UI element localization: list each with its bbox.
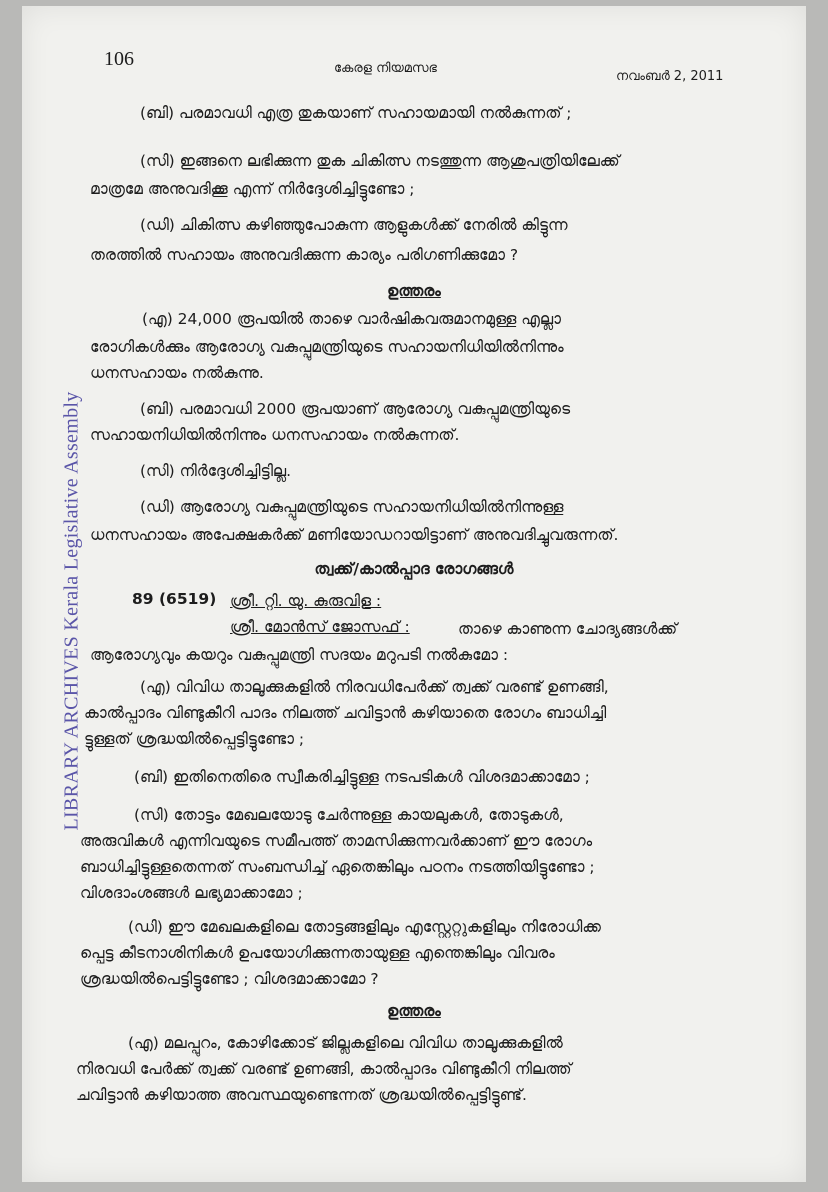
- answer1-a-line2: രോഗികൾക്കും ആരോഗ്യ വകുപ്പുമന്ത്രിയുടെ സഹായനിധിയിൽനിന്നും: [90, 338, 564, 356]
- q2-part-d-line1: (ഡി) ഈ മേഖലകളിലെ തോട്ടങ്ങളിലും എസ്റ്റേറ്റുകളിലും നിരോധിക്ക: [128, 918, 601, 936]
- header-date: നവംബർ 2, 2011: [616, 69, 724, 84]
- q2-part-d-line3: ശ്രദ്ധയിൽപെട്ടിട്ടുണ്ടോ ; വിശദമാക്കാമോ ?: [80, 970, 379, 988]
- q2-part-a-line1: (എ) വിവിധ താലൂക്കുകളിൽ നിരവധിപേർക്ക് ത്വക്ക് വരണ്ട് ഉണങ്ങി,: [140, 678, 609, 696]
- header-title: കേരള നിയമസഭ: [334, 61, 437, 76]
- answer1-b-line2: സഹായനിധിയിൽനിന്നും ധനസഹായം നൽകുന്നത്.: [90, 426, 460, 444]
- question-number: 89 (6519): [132, 590, 217, 608]
- q2-part-c-line3: ബാധിച്ചിട്ടുള്ളതെന്നത് സംബന്ധിച്ച് ഏതെങ്കിലും പഠനം നടത്തിയിട്ടുണ്ടോ ;: [80, 858, 595, 876]
- q1-part-b: (ബി) പരമാവധി എത്ര തുകയാണ് സഹായമായി നൽകുന്നത് ;: [140, 104, 572, 122]
- member-name-1: ശ്രീ. റ്റി. യു. കുരുവിള :: [230, 592, 382, 610]
- answer2-a-line1: (എ) മലപ്പുറം, കോഴിക്കോട് ജില്ലകളിലെ വിവിധ താലൂക്കുകളിൽ: [128, 1034, 563, 1052]
- q2-part-b: (ബി) ഇതിനെതിരെ സ്വീകരിച്ചിട്ടുള്ള നടപടികൾ വിശദമാക്കാമോ ;: [134, 768, 590, 786]
- q2-part-c-line2: അരുവികൾ എന്നിവയുടെ സമീപത്ത് താമസിക്കുന്നവർക്കാണ് ഈ രോഗം: [80, 832, 593, 850]
- question2-title: ത്വക്ക്/കാൽപ്പാദ രോഗങ്ങൾ: [314, 560, 514, 578]
- page-number: 106: [104, 48, 134, 70]
- answer1-heading: ഉത്തരം: [387, 282, 441, 300]
- q1-part-c-line2: മാത്രമേ അനുവദിക്കൂ എന്ന് നിർദ്ദേശിച്ചിട്ടുണ്ടോ ;: [90, 180, 415, 198]
- q1-part-d-line1: (ഡി) ചികിത്സ കഴിഞ്ഞുപോകുന്ന ആളുകൾക്ക് നേരിൽ കിട്ടുന്ന: [140, 216, 568, 234]
- q2-part-c-line1: (സി) തോട്ടം മേഖലയോടു ചേർന്നുള്ള കായലുകൾ, തോടുകൾ,: [134, 806, 564, 824]
- q2-part-d-line2: പ്പെട്ട കീടനാശിനികൾ ഉപയോഗിക്കുന്നതായുള്ള എന്തെങ്കിലും വിവരം: [80, 944, 555, 962]
- answer1-c: (സി) നിർദ്ദേശിച്ചിട്ടില്ല.: [140, 462, 292, 480]
- q1-part-d-line2: തരത്തിൽ സഹായം അനുവദിക്കുന്ന കാര്യം പരിഗണിക്കുമോ ?: [90, 246, 519, 264]
- q1-part-c-line1: (സി) ഇങ്ങനെ ലഭിക്കുന്ന തുക ചികിത്സ നടത്തുന്ന ആശുപത്രിയിലേക്ക്: [140, 152, 620, 170]
- archive-stamp-text: LIBRARY ARCHIVES Kerala Legislative Assembly: [60, 391, 83, 831]
- answer1-a-line1: (എ) 24,000 രൂപയിൽ താഴെ വാർഷികവരുമാനമുള്ള എല്ലാ: [142, 310, 561, 328]
- archive-stamp: [60, 331, 84, 891]
- q2-part-c-line4: വിശദാംശങ്ങൾ ലഭ്യമാക്കാമോ ;: [80, 884, 303, 902]
- q2-part-a-line3: ട്ടുള്ളത് ശ്രദ്ധയിൽപ്പെട്ടിട്ടുണ്ടോ ;: [84, 730, 305, 748]
- answer1-d-line1: (ഡി) ആരോഗ്യ വകുപ്പുമന്ത്രിയുടെ സഹായനിധിയിൽനിന്നുള്ള: [140, 498, 564, 516]
- document-page: [22, 6, 806, 1182]
- member-name-2: ശ്രീ. മോൻസ് ജോസഫ് :: [230, 618, 410, 636]
- answer2-a-line3: ചവിട്ടാൻ കഴിയാത്ത അവസ്ഥയുണ്ടെന്നത് ശ്രദ്ധയിൽപ്പെട്ടിട്ടുണ്ട്.: [76, 1086, 527, 1104]
- answer2-heading: ഉത്തരം: [387, 1002, 441, 1020]
- answer1-a-line3: ധനസഹായം നൽകുന്നു.: [90, 364, 264, 382]
- q2-part-a-line2: കാൽപ്പാദം വിണ്ടുകീറി പാദം നിലത്ത് ചവിട്ടാൻ കഴിയാതെ രോഗം ബാധിച്ചി: [84, 704, 607, 722]
- answer2-a-line2: നിരവധി പേർക്ക് ത്വക്ക് വരണ്ട് ഉണങ്ങി, കാൽപ്പാദം വിണ്ടുകീറി നിലത്ത്: [76, 1060, 572, 1078]
- answer1-b-line1: (ബി) പരമാവധി 2000 രൂപയാണ് ആരോഗ്യ വകുപ്പുമന്ത്രിയുടെ: [140, 400, 571, 418]
- answer1-d-line2: ധനസഹായം അപേക്ഷകർക്ക് മണിയോഡറായിട്ടാണ് അനുവദിച്ചുവരുന്നത്.: [90, 526, 619, 544]
- question2-intro-line2: ആരോഗ്യവും കയറും വകുപ്പുമന്ത്രി സദയം മറുപടി നൽകുമോ :: [90, 646, 509, 664]
- question2-intro-line1: താഴെ കാണുന്ന ചോദ്യങ്ങൾക്ക്: [458, 620, 678, 638]
